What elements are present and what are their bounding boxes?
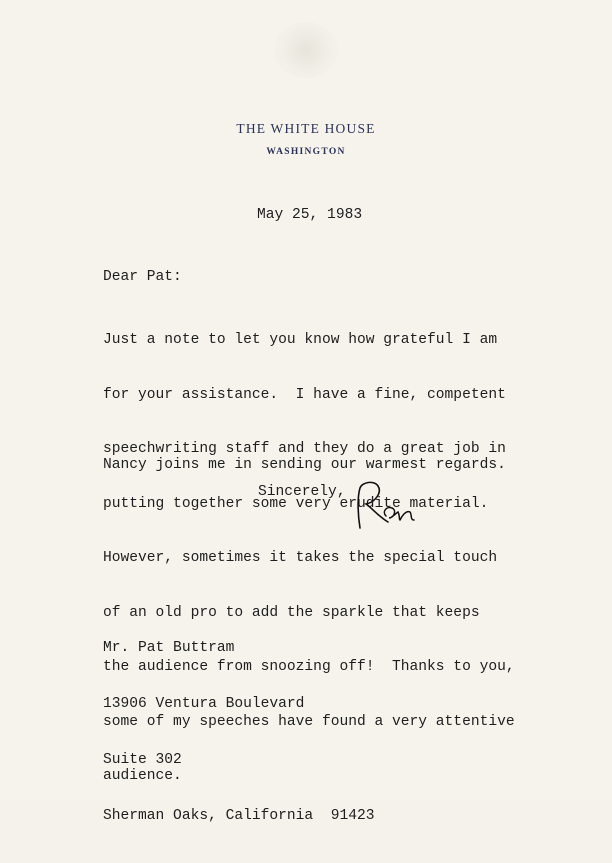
body-line: of an old pro to add the sparkle that keeps: [103, 604, 480, 621]
closing-paragraph: Nancy joins me in sending our warmest regards.: [103, 457, 506, 473]
body-line: However, sometimes it takes the special touch: [103, 550, 498, 566]
body-line: some of my speeches have found a very attentive: [103, 713, 515, 730]
letterhead-title: THE WHITE HOUSE: [236, 121, 376, 136]
address-line: Mr. Pat Buttram: [103, 640, 235, 656]
salutation: Dear Pat:: [103, 269, 182, 285]
signature: [348, 476, 428, 536]
body-line: the audience from snoozing off! Thanks to you,: [103, 659, 515, 675]
body-line: for your assistance. I have a fine, competent: [103, 386, 506, 403]
closing: Sincerely,: [258, 484, 346, 500]
letterhead-city: WASHINGTON: [266, 147, 346, 157]
body-line: audience.: [103, 768, 182, 784]
recipient-address: [103, 603, 375, 863]
body-line: putting together some very erudite material.: [103, 495, 489, 512]
address-line: 13906 Ventura Boulevard: [103, 696, 305, 712]
letter-date: May 25, 1983: [257, 207, 363, 223]
body-line: speechwriting staff and they do a great job in: [103, 441, 506, 457]
address-line: Suite 302: [103, 752, 182, 768]
body-line: Just a note to let you know how grateful I am: [103, 332, 498, 348]
seal-watermark: [274, 22, 338, 78]
address-line: Sherman Oaks, California 91423: [103, 808, 375, 824]
